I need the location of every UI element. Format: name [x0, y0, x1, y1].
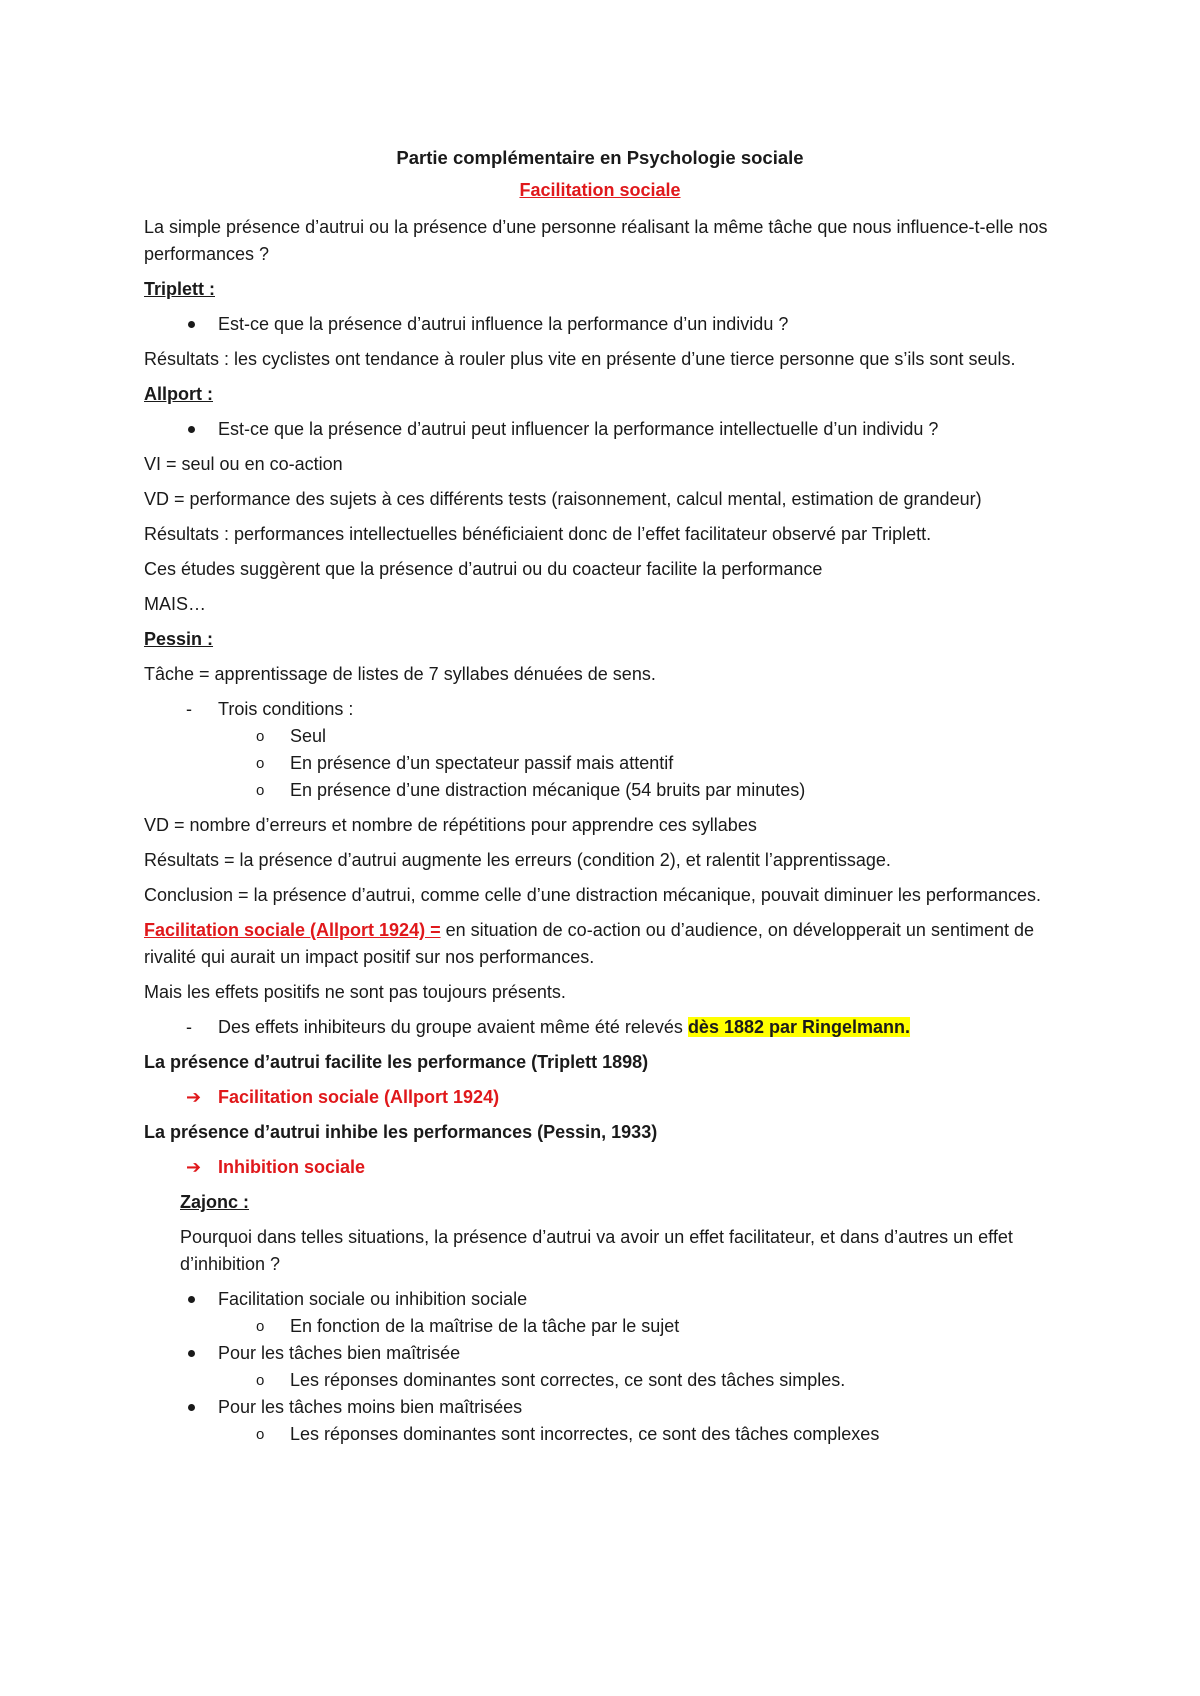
bullet-dot-icon [188, 1404, 195, 1411]
pessin-heading: Pessin : [144, 629, 214, 649]
circle-marker: o [256, 728, 265, 745]
zajonc-subitem-2: o Les réponses dominantes sont correctes, ce sont des tâches simples. [144, 1367, 1056, 1394]
intro-paragraph: La simple présence d’autrui ou la présence d’une personne réalisant la même tâche que nous influence-t-elle nos performances ? [144, 217, 1048, 264]
arrow-right-icon: ➔ [186, 1087, 202, 1107]
facilitation-label: Facilitation sociale (Allport 1924) = [144, 920, 441, 940]
ringelmann-highlight: dès 1882 par Ringelmann. [687, 1017, 911, 1037]
pessin-vd: VD = nombre d’erreurs et nombre de répétitions pour apprendre ces syllabes [144, 815, 757, 835]
allport-mais: MAIS… [144, 594, 207, 614]
dash-marker: - [186, 699, 192, 719]
document-title: Partie complémentaire en Psychologie sociale [396, 147, 804, 168]
summary-arrow-2: ➔ Inhibition sociale [144, 1154, 1056, 1181]
summary-line-1: La présence d’autrui facilite les performance (Triplett 1898) [144, 1052, 649, 1072]
dash-marker: - [186, 1017, 192, 1037]
allport-vi: VI = seul ou en co-action [144, 454, 343, 474]
bullet-dot-icon [188, 1296, 195, 1303]
summary-line-2: La présence d’autrui inhibe les performances (Pessin, 1933) [144, 1122, 658, 1142]
bullet-dot-icon [188, 321, 195, 328]
zajonc-subitem-1: o En fonction de la maîtrise de la tâche par le sujet [144, 1313, 1056, 1340]
allport-bullet [144, 416, 1056, 443]
pessin-condition-1: o Seul [144, 723, 1056, 750]
circle-marker: o [256, 1318, 265, 1335]
facilitation-text: en situation de co-action ou d’audience, on développerait un sentiment de rivalité qui aurait un impact positif sur nos performances. [144, 920, 1035, 967]
zajonc-item-1: Facilitation sociale ou inhibition sociale [144, 1286, 1056, 1313]
circle-marker: o [256, 782, 265, 799]
arrow-right-icon: ➔ [186, 1157, 202, 1177]
document-subtitle: Facilitation sociale [519, 180, 681, 200]
triplett-results: Résultats : les cyclistes ont tendance à rouler plus vite en présente d’une tierce personne que s’ils sont seuls. [144, 349, 1016, 369]
triplett-question: Est-ce que la présence d’autrui influence la performance d’un individu ? [218, 314, 789, 334]
pessin-conclusion: Conclusion = la présence d’autrui, comme celle d’une distraction mécanique, pouvait diminuer les performances. [144, 885, 1041, 905]
facilitation-definition [144, 917, 1056, 971]
pessin-conditions-label: Trois conditions : [218, 699, 354, 719]
facilitation-effects: Mais les effets positifs ne sont pas toujours présents. [144, 982, 566, 1002]
zajonc-question: Pourquoi dans telles situations, la présence d’autrui va avoir un effet facilitateur, et dans d’autres un effet d’inhibition ? [180, 1227, 1013, 1274]
zajonc-section [144, 1189, 1056, 1278]
inhibition-item [144, 1014, 1056, 1041]
zajonc-item-3: Pour les tâches moins bien maîtrisées [144, 1394, 1056, 1421]
circle-marker: o [256, 1372, 265, 1389]
triplett-heading: Triplett : [144, 279, 215, 299]
pessin-condition-3: o En présence d’une distraction mécanique (54 bruits par minutes) [144, 777, 1056, 804]
pessin-task: Tâche = apprentissage de listes de 7 syllabes dénuées de sens. [144, 664, 656, 684]
zajonc-item-2: Pour les tâches bien maîtrisée [144, 1340, 1056, 1367]
allport-heading: Allport : [144, 384, 213, 404]
pessin-conditions-item [144, 696, 1056, 723]
bullet-dot-icon [188, 426, 195, 433]
zajonc-heading: Zajonc : [180, 1192, 250, 1212]
allport-vd: VD = performance des sujets à ces différents tests (raisonnement, calcul mental, estimation de grandeur) [144, 489, 982, 509]
allport-question: Est-ce que la présence d’autrui peut influencer la performance intellectuelle d’un individu ? [218, 419, 939, 439]
pessin-condition-2: o En présence d’un spectateur passif mais attentif [144, 750, 1056, 777]
circle-marker: o [256, 1426, 265, 1443]
inhibition-text: Des effets inhibiteurs du groupe avaient même été relevés [218, 1017, 688, 1037]
zajonc-subitem-3: o Les réponses dominantes sont incorrectes, ce sont des tâches complexes [144, 1421, 1056, 1448]
document-body [144, 144, 1056, 1448]
circle-marker: o [256, 755, 265, 772]
summary-arrow-1: ➔ Facilitation sociale (Allport 1924) [144, 1084, 1056, 1111]
allport-results: Résultats : performances intellectuelles bénéficiaient donc de l’effet facilitateur observé par Triplett. [144, 524, 932, 544]
triplett-bullet [144, 311, 1056, 338]
bullet-dot-icon [188, 1350, 195, 1357]
pessin-results: Résultats = la présence d’autrui augmente les erreurs (condition 2), et ralentit l’apprentissage. [144, 850, 891, 870]
allport-studies: Ces études suggèrent que la présence d’autrui ou du coacteur facilite la performance [144, 559, 823, 579]
